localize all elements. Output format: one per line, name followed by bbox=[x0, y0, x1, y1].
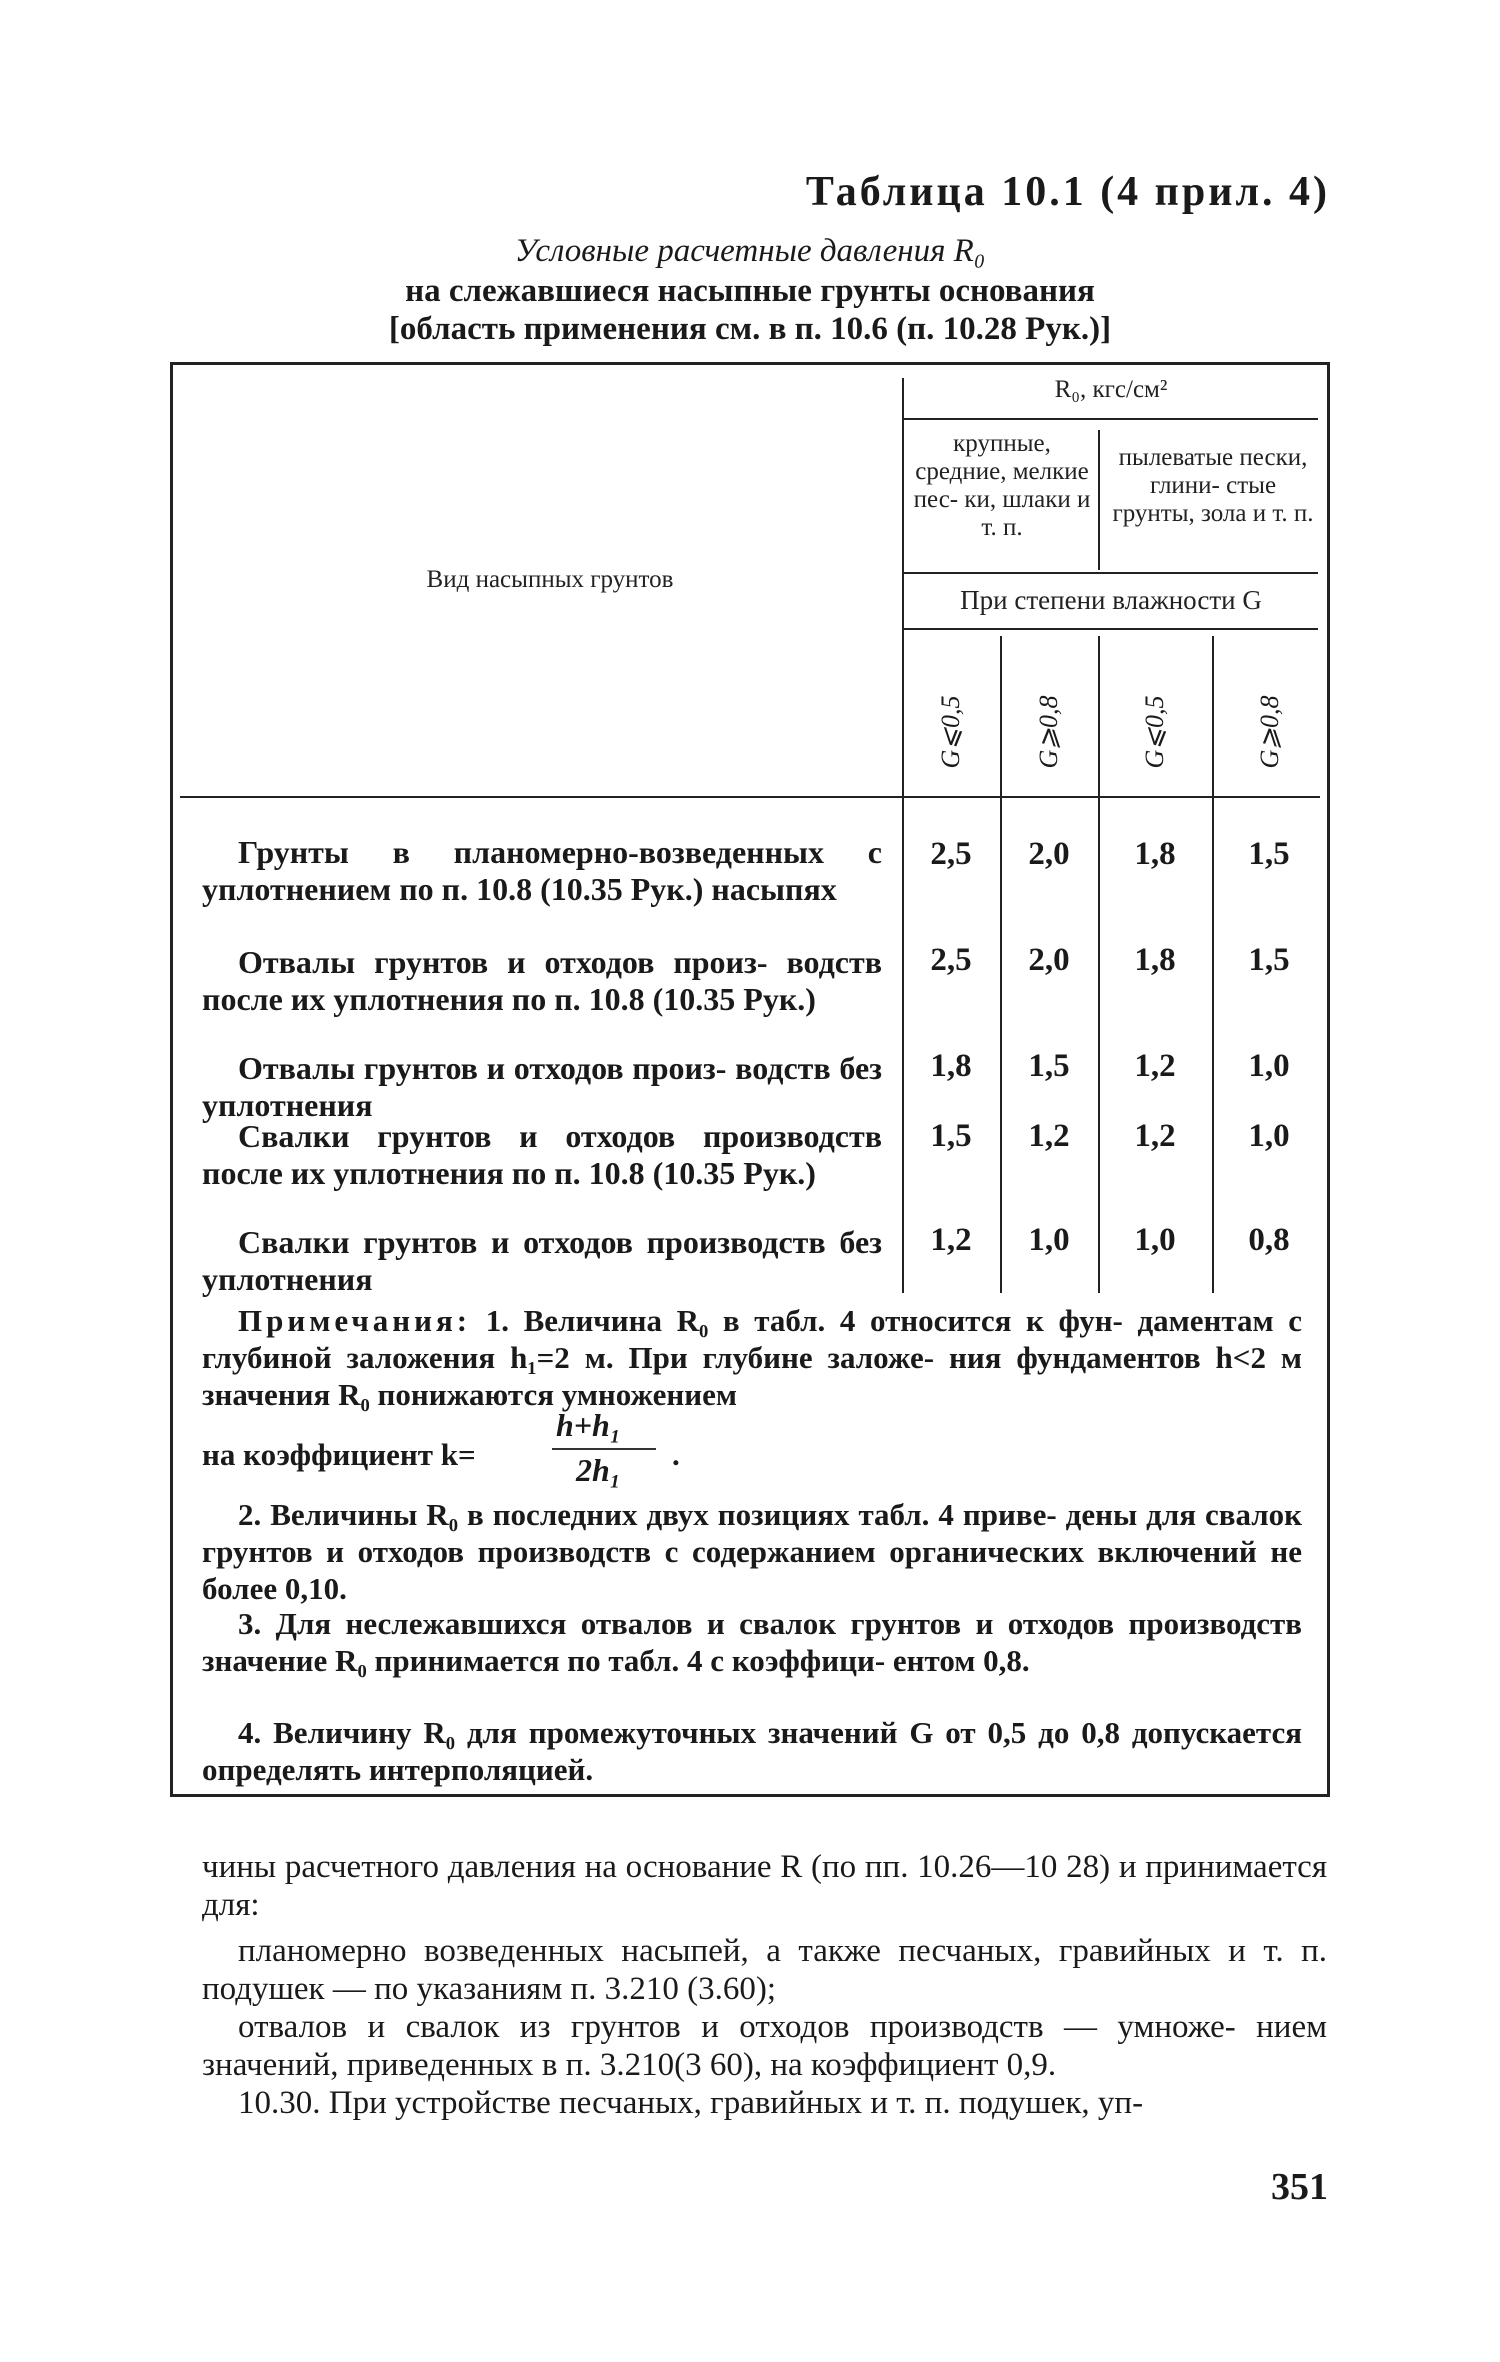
row-3-value-1: 1,8 bbox=[930, 1048, 972, 1084]
header-col-4: G⩾0,8 bbox=[1255, 695, 1284, 769]
row-5-value-1: 1,2 bbox=[930, 1222, 972, 1258]
row-4-value-1: 1,5 bbox=[930, 1118, 972, 1154]
row-label-5: Свалки грунтов и отходов производств без уплотнения bbox=[202, 1224, 882, 1297]
row-3-value-2: 1,5 bbox=[1028, 1048, 1070, 1084]
row-5-value-3: 1,0 bbox=[1134, 1222, 1176, 1258]
note-3: 3. Для неслежавшихся отвалов и свалок грунтов и отходов производств значение R₀ принимается по табл. 4 с коэффици- ентом 0,8. bbox=[202, 1606, 1302, 1678]
body-paragraph-4: 10.30. При устройстве песчаных, гравийных и т. п. подушек, уп- bbox=[238, 2085, 1144, 2121]
note-4: 4. Величину R₀ для промежуточных значений G от 0,5 до 0,8 допускается определять интерполяцией. bbox=[202, 1715, 1302, 1787]
header-soil-type: Вид насыпных грунтов bbox=[426, 566, 674, 593]
row-1-value-3: 1,8 bbox=[1134, 836, 1176, 872]
note-2: 2. Величины R₀ в последних двух позициях табл. 4 приве- дены для свалок грунтов и отходов производств с содержанием органических включений не более 0,10. bbox=[202, 1497, 1302, 1606]
col-divider-groups bbox=[1098, 430, 1100, 570]
header-rule-groups bbox=[904, 572, 1318, 574]
row-4-value-2: 1,2 bbox=[1028, 1118, 1070, 1154]
table-bottom-border bbox=[170, 1794, 1330, 1797]
row-1-value-2: 2,0 bbox=[1028, 836, 1070, 872]
body-paragraph-1: чины расчетного давления на основание R (по пп. 10.26—10 28) и принимается для: bbox=[202, 1849, 1327, 1923]
row-label-1: Грунты в планомерно-возведенных с уплотнением по п. 10.8 (10.35 Рук.) насыпях bbox=[202, 834, 882, 907]
notes-heading: Примечания: bbox=[238, 1303, 472, 1338]
table-top-border bbox=[170, 362, 1330, 365]
note-1-tail: на коэффициент k= bbox=[202, 1437, 476, 1472]
row-label-4: Свалки грунтов и отходов производств после их уплотнения по п. 10.8 (10.35 Рук.) bbox=[202, 1118, 882, 1191]
page-number: 351 bbox=[1271, 2166, 1328, 2208]
header-col-3: G⩽0,5 bbox=[1140, 695, 1169, 769]
note-1 bbox=[202, 1302, 1302, 1413]
header-group-silts: пылеватые пески, глини- стые грунты, зола и т. п. bbox=[1112, 444, 1314, 527]
row-2-value-3: 1,8 bbox=[1134, 942, 1176, 978]
header-rule-units bbox=[904, 418, 1318, 420]
table-right-border bbox=[1327, 362, 1330, 1797]
row-label-2: Отвалы грунтов и отходов произ- водств после их уплотнения по п. 10.8 (10.35 Рук.) bbox=[202, 944, 882, 1017]
header-rule-moisture bbox=[904, 628, 1318, 630]
table-caption-line2: на слежавшиеся насыпные грунты основания bbox=[405, 273, 1095, 309]
row-5-value-2: 1,0 bbox=[1028, 1222, 1070, 1258]
header-group-sands: крупные, средние, мелкие пес- ки, шлаки и т. п. bbox=[913, 430, 1091, 541]
row-label-3: Отвалы грунтов и отходов произ- водств без уплотнения bbox=[202, 1050, 882, 1123]
row-2-value-4: 1,5 bbox=[1248, 942, 1290, 978]
header-col-1: G⩽0,5 bbox=[936, 695, 965, 769]
fraction-denominator: 2h₁ bbox=[576, 1452, 621, 1488]
row-2-value-1: 2,5 bbox=[930, 942, 972, 978]
header-col-2: G⩾0,8 bbox=[1034, 695, 1063, 769]
col-divider-1 bbox=[1000, 636, 1002, 1293]
row-4-value-3: 1,2 bbox=[1134, 1118, 1176, 1154]
header-moisture: При степени влажности G bbox=[960, 585, 1262, 615]
row-2-value-2: 2,0 bbox=[1028, 942, 1070, 978]
fraction-period: . bbox=[672, 1437, 680, 1472]
fraction-bar bbox=[552, 1448, 656, 1450]
row-1-value-1: 2,5 bbox=[930, 836, 972, 872]
table-caption-line3: [область применения см. в п. 10.6 (п. 10.28 Рук.)] bbox=[388, 311, 1112, 347]
table-left-border bbox=[170, 362, 173, 1797]
row-3-value-3: 1,2 bbox=[1134, 1048, 1176, 1084]
fraction-numerator: h+h₁ bbox=[556, 1407, 621, 1443]
body-paragraph-3: отвалов и свалок из грунтов и отходов производств — умноже- нием значений, приведенных в п. 3.210(3 60), на коэффициент 0,9. bbox=[202, 2009, 1327, 2083]
header-r0-units: R₀, кгс/см² bbox=[1054, 376, 1168, 403]
col-divider-2 bbox=[1098, 636, 1100, 1293]
row-3-value-4: 1,0 bbox=[1248, 1048, 1290, 1084]
body-paragraph-2: планомерно возведенных насыпей, а также песчаных, гравийных и т. п. подушек — по указаниям п. 3.210 (3.60); bbox=[202, 1933, 1327, 2007]
row-5-value-4: 0,8 bbox=[1248, 1222, 1290, 1258]
table-number: Таблица 10.1 (4 прил. 4) bbox=[805, 169, 1330, 215]
row-4-value-4: 1,0 bbox=[1248, 1118, 1290, 1154]
note-1-text: 1. Величина R₀ в табл. 4 относится к фун- даментам с глубиной заложения h₁=2 м. При глубине заложе- ния фундаментов h<2 м значения R₀ понижаются умножением bbox=[202, 1303, 1303, 1412]
col-divider-3 bbox=[1212, 636, 1214, 1293]
row-1-value-4: 1,5 bbox=[1248, 836, 1290, 872]
table-caption-line1: Условные расчетные давления R₀ bbox=[514, 233, 986, 269]
col-divider-main bbox=[902, 378, 904, 1293]
